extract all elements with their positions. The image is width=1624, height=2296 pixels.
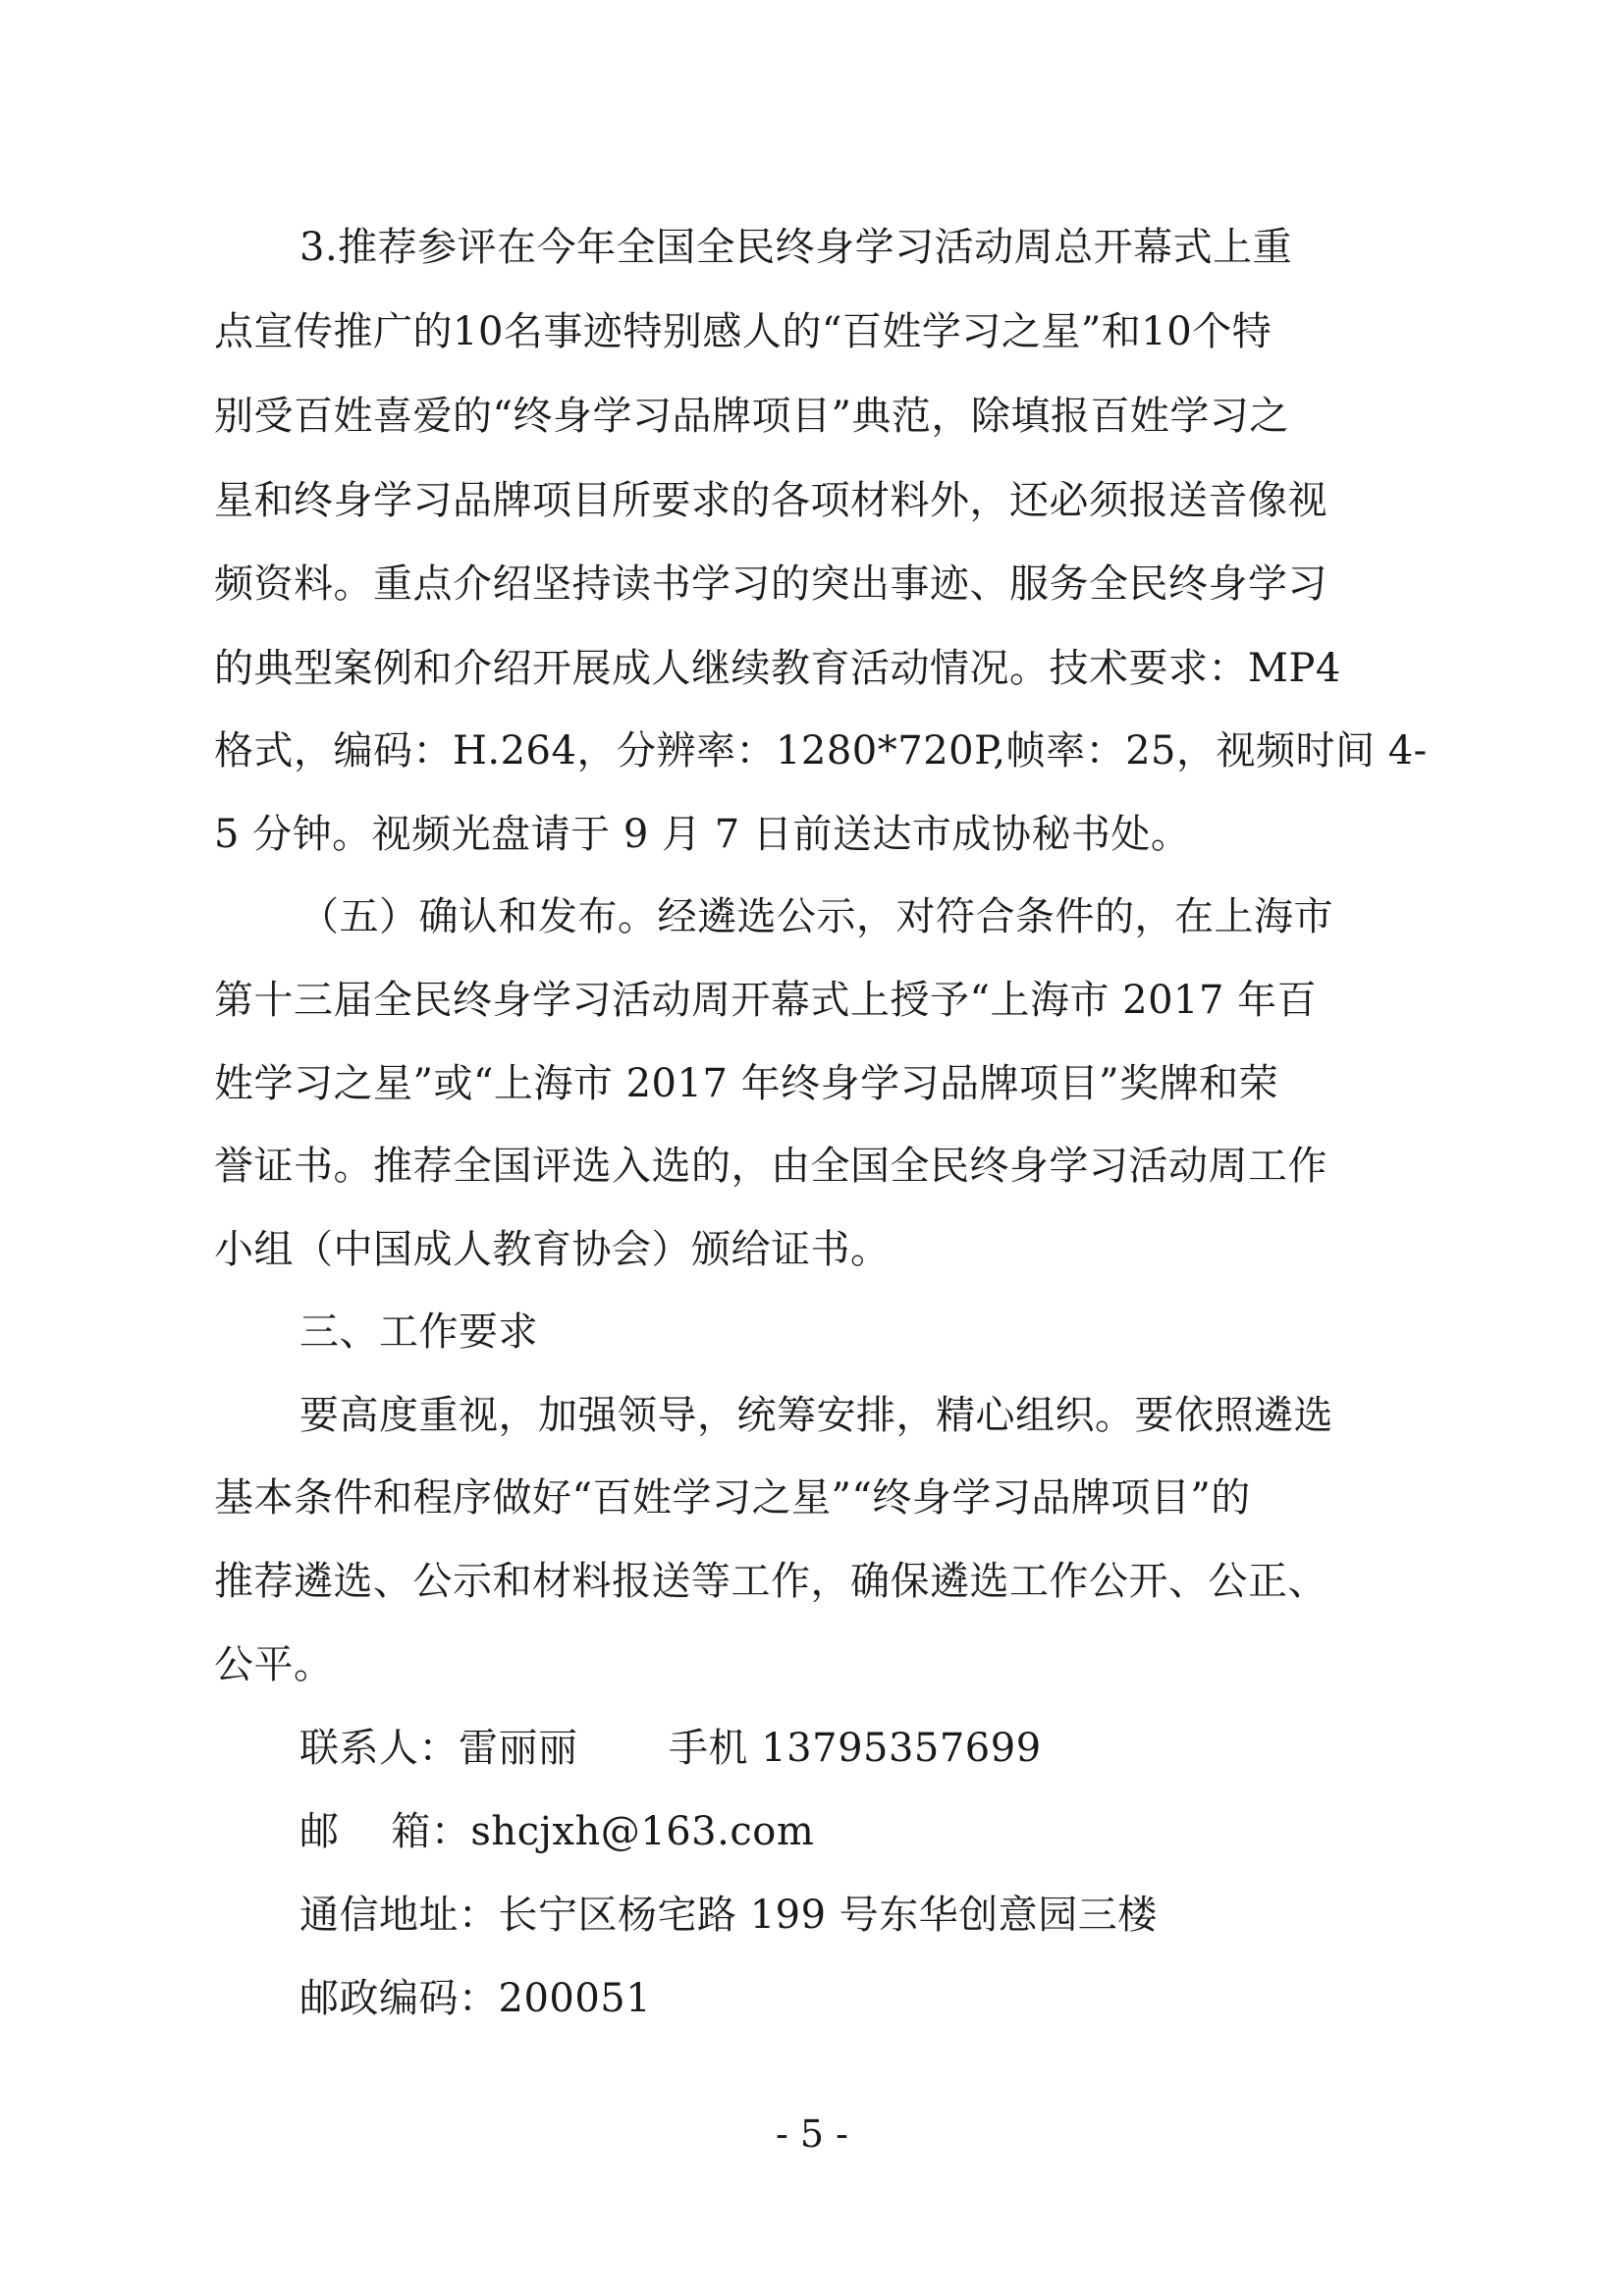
address-line: 通信地址：长宁区杨宅路 199 号东华创意园三楼 — [299, 1893, 1158, 1938]
contact-person-line: 联系人：雷丽丽 手机 13795357699 — [299, 1726, 1042, 1771]
paragraph-line: 点宣传推广的10名事迹特别感人的“百姓学习之星”和10个特 — [214, 309, 1272, 354]
paragraph-line: 姓学习之星”或“上海市 2017 年终身学习品牌项目”奖牌和荣 — [214, 1061, 1279, 1106]
paragraph-line: 星和终身学习品牌项目所要求的各项材料外，还必须报送音像视 — [214, 478, 1327, 523]
paragraph-line: （五）确认和发布。经遴选公示，对符合条件的，在上海市 — [299, 894, 1333, 939]
paragraph-line: 基本条件和程序做好“百姓学习之星”“终身学习品牌项目”的 — [214, 1475, 1251, 1521]
email-line: 邮 箱：shcjxh@163.com — [299, 1809, 815, 1854]
paragraph-line: 的典型案例和介绍开展成人继续教育活动情况。技术要求：MP4 — [214, 646, 1341, 691]
paragraph-line: 别受百姓喜爱的“终身学习品牌项目”典范，除填报百姓学习之 — [214, 394, 1289, 439]
page-number: - 5 - — [775, 2112, 848, 2156]
paragraph-line: 公平。 — [214, 1642, 334, 1687]
paragraph-line: 要高度重视，加强领导，统筹安排，精心组织。要依照遴选 — [299, 1393, 1333, 1438]
paragraph-line: 格式，编码：H.264，分辨率：1280*720P,帧率：25，视频时间 4- — [214, 728, 1428, 774]
section-heading: 三、工作要求 — [299, 1309, 538, 1355]
paragraph-line: 3.推荐参评在今年全国全民终身学习活动周总开幕式上重 — [299, 225, 1293, 270]
paragraph-line: 誉证书。推荐全国评选入选的，由全国全民终身学习活动周工作 — [214, 1144, 1327, 1189]
paragraph-line: 小组（中国成人教育协会）颁给证书。 — [214, 1227, 891, 1272]
postal-code-line: 邮政编码：200051 — [299, 1976, 652, 2021]
paragraph-line: 第十三届全民终身学习活动周开幕式上授予“上海市 2017 年百 — [214, 978, 1318, 1023]
paragraph-line: 频资料。重点介绍坚持读书学习的突出事迹、服务全民终身学习 — [214, 561, 1327, 607]
paragraph-line: 推荐遴选、公示和材料报送等工作，确保遴选工作公开、公正、 — [214, 1559, 1327, 1604]
paragraph-line: 5 分钟。视频光盘请于 9 月 7 日前送达市成协秘书处。 — [214, 812, 1191, 857]
